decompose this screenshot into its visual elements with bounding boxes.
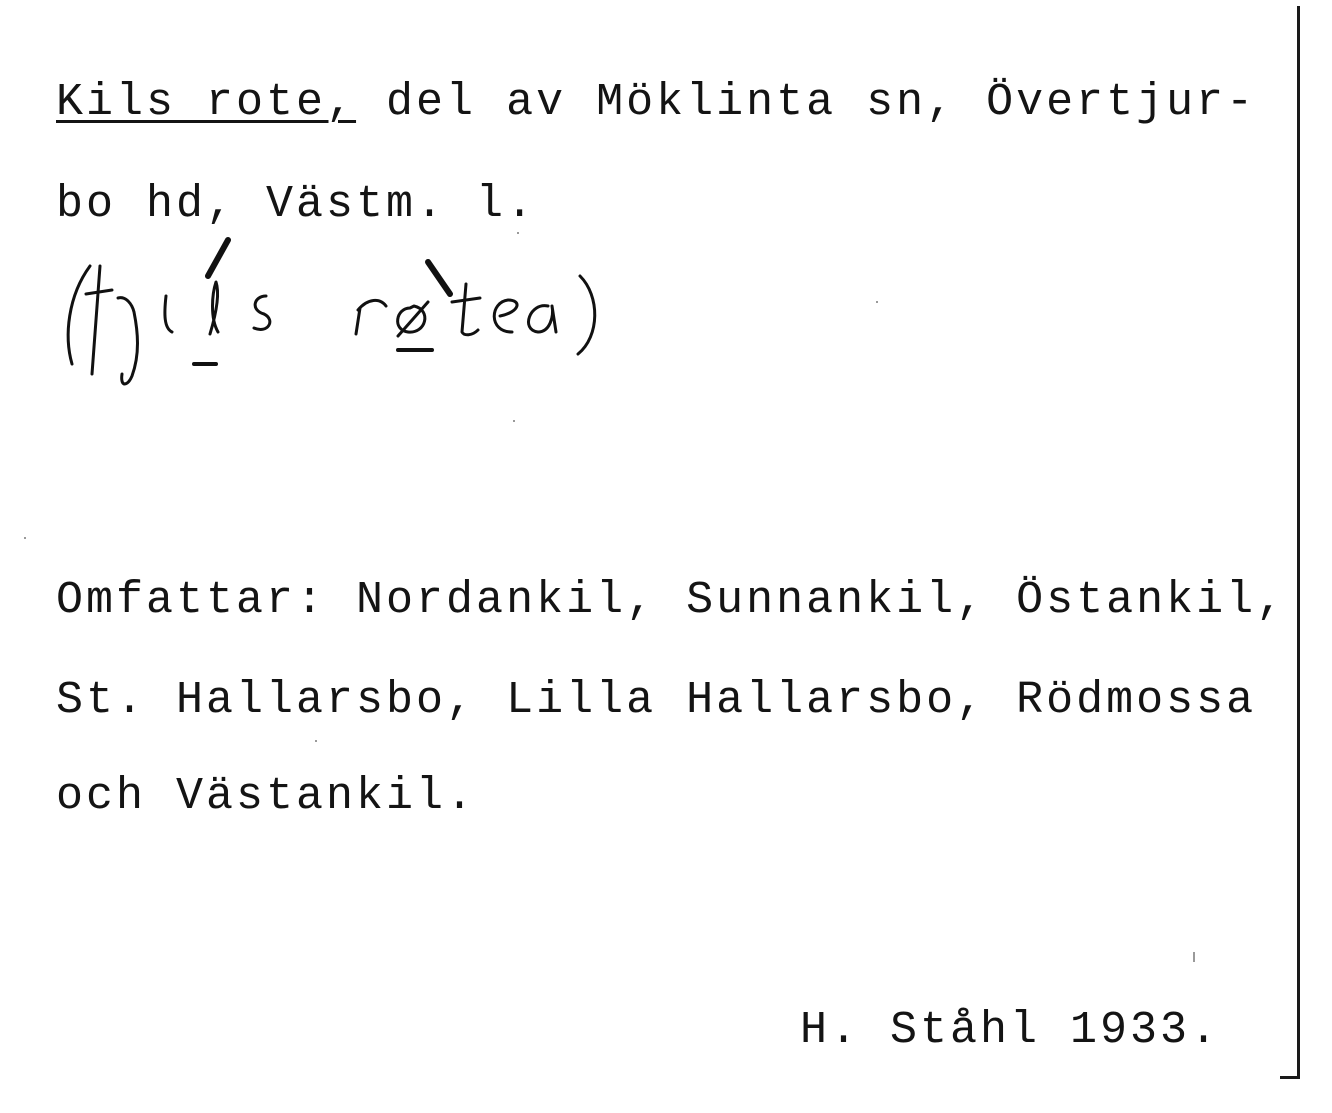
includes-line-2: St. Hallarsbo, Lilla Hallarsbo, Rödmossa [56,675,1257,726]
handwritten-pronunciation [60,236,620,411]
place-description: del av Möklinta sn, Övertjur- [356,77,1257,128]
card-bottom-edge [1280,1076,1300,1079]
card-right-edge [1297,6,1300,1078]
includes-line-3: och Västankil. [56,771,477,822]
handwriting-svg [60,236,620,406]
scan-speck [1193,952,1195,962]
place-name: Kils rote, [56,77,357,128]
district-line: bo hd, Västm. l. [56,179,537,230]
scan-speck [24,537,26,539]
scan-speck [315,740,317,742]
signature-line: H. Ståhl 1933. [800,1005,1221,1056]
includes-line-1: Omfattar: Nordankil, Sunnankil, Östankil, [56,575,1287,626]
scan-speck [876,301,878,303]
scan-speck [513,420,515,422]
heading-line [56,78,1256,128]
scan-speck [517,232,519,234]
